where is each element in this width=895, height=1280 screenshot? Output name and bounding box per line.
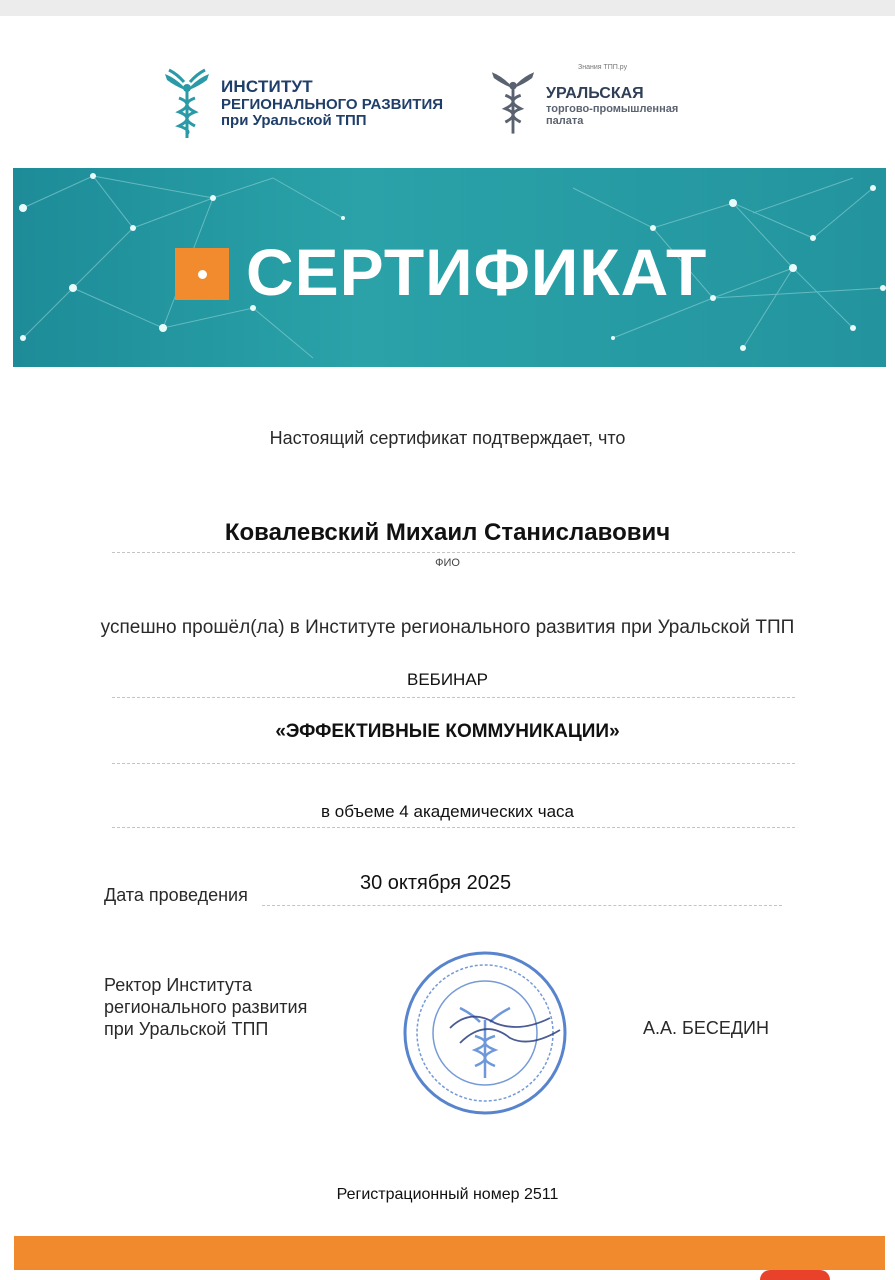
left-logo-line1: ИНСТИТУТ xyxy=(221,77,313,97)
event-type-underline xyxy=(112,697,795,698)
registration-number: Регистрационный номер 2511 xyxy=(336,1186,559,1203)
event-title-underline xyxy=(112,763,795,764)
date-value: 30 октября 2025 xyxy=(360,872,512,894)
official-stamp xyxy=(400,948,570,1118)
recipient-name: Ковалевский Михаил Станиславович xyxy=(224,519,671,546)
event-type: ВЕБИНАР xyxy=(406,670,488,689)
left-logo-line3: при Уральской ТПП xyxy=(221,112,367,130)
signer-name: А.А. БЕСЕДИН xyxy=(643,1018,769,1038)
volume-text: в объеме 4 академических часа xyxy=(320,802,575,821)
rector-line1: Ректор Института xyxy=(104,975,253,995)
event-title: «ЭФФЕКТИВНЫЕ КОММУНИКАЦИИ» xyxy=(275,721,620,742)
corner-accent xyxy=(760,1270,830,1280)
right-logo-line3: палата xyxy=(546,114,584,127)
right-logo-line1: УРАЛЬСКАЯ xyxy=(546,85,644,103)
top-edge-strip xyxy=(0,0,895,16)
rector-title xyxy=(104,974,344,1040)
caduceus-icon xyxy=(163,68,211,140)
name-underline xyxy=(112,552,795,553)
volume-underline xyxy=(112,827,795,828)
accent-square xyxy=(175,248,229,300)
bottom-accent-bar xyxy=(14,1236,885,1270)
rector-line3: при Уральской ТПП xyxy=(104,1019,269,1039)
institute-logo xyxy=(163,68,443,140)
caduceus-gray-icon xyxy=(490,66,536,136)
date-label: Дата проведения xyxy=(104,885,248,905)
right-logo-line2: торгово-промышленная xyxy=(546,102,679,115)
passed-text: успешно прошёл(ла) в Институте регионального развития при Уральской ТПП xyxy=(100,617,795,638)
chamber-logo xyxy=(490,66,678,136)
certificate-banner xyxy=(13,168,886,367)
right-logo-small: Знания ТПП.ру xyxy=(578,64,628,71)
left-logo-line2: РЕГИОНАЛЬНОГО РАЗВИТИЯ xyxy=(221,95,444,113)
rector-line2: регионального развития xyxy=(104,997,308,1017)
banner-title: СЕРТИФИКАТ xyxy=(246,235,708,309)
date-underline xyxy=(262,905,782,906)
fio-caption: ФИО xyxy=(435,557,460,569)
confirm-text: Настоящий сертификат подтверждает, что xyxy=(269,428,626,448)
